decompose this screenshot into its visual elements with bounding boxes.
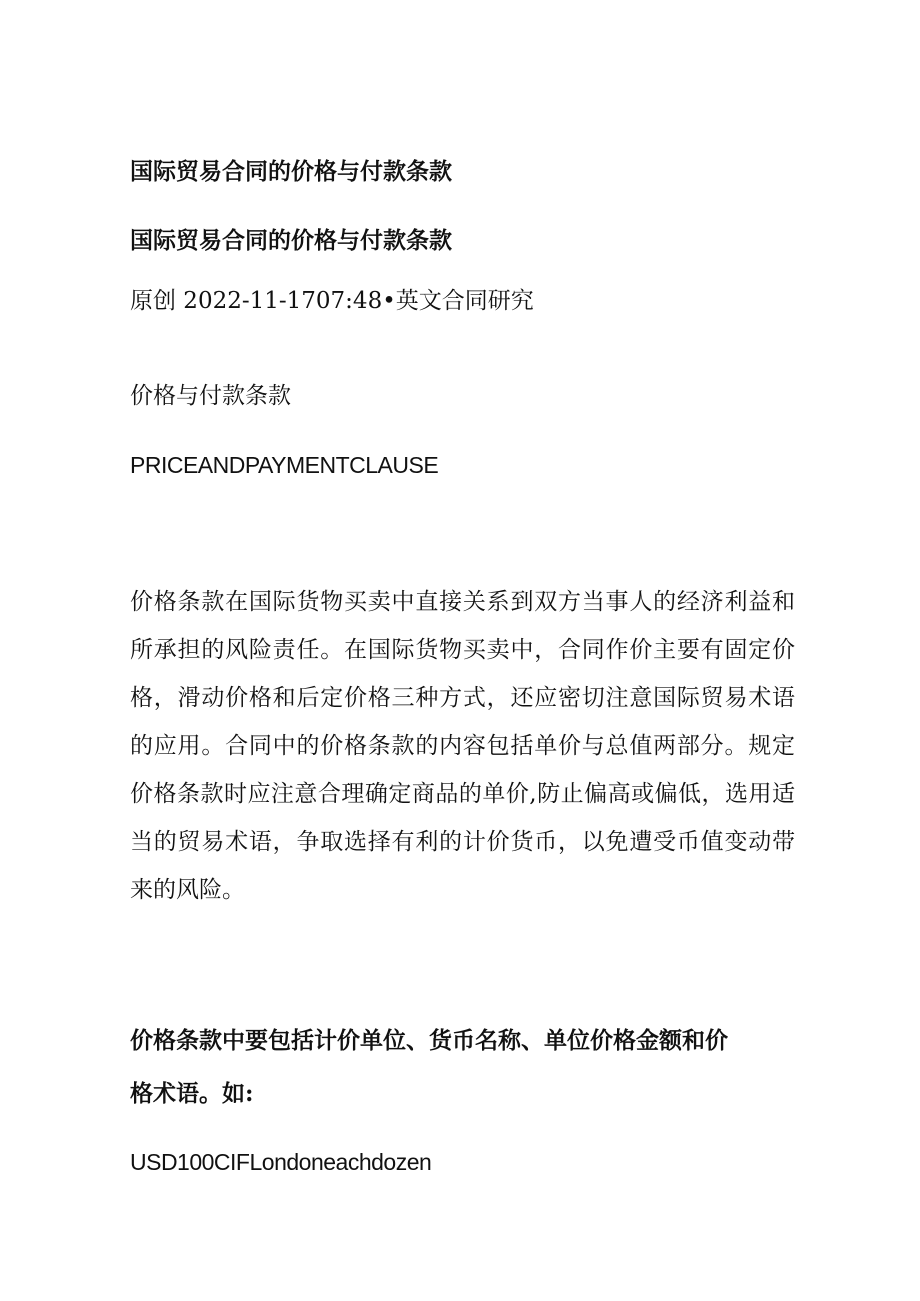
section-heading-en: PRICEANDPAYMENTCLAUSE (130, 452, 439, 478)
document-meta: 原创 2022-11-1707:48•英文合同研究 (130, 288, 534, 314)
price-example: USD100CIFLondoneachdozen (130, 1149, 432, 1175)
price-clause-paragraph: 价格条款在国际货物买卖中直接关系到双方当事人的经济利益和所承担的风险责任。在国际货物买卖中，合同作价主要有固定价格，滑动价格和后定价格三种方式，还应密切注意国际贸易术语的应用。合同中的价格条款的内容包括单价与总值两部分。规定价格条款时应注意合理确定商品的单价,防止偏高或偏低，选用适当的贸易术语，争取选择有利的计价货币，以免遭受币值变动带来的风险。 (130, 589, 795, 903)
document-title: 国际贸易合同的价格与付款条款 (130, 158, 452, 185)
price-clause-requirements: 价格条款中要包括计价单位、货币名称、单位价格金额和价格术语。如: (130, 1027, 728, 1107)
section-heading-cn: 价格与付款条款 (130, 383, 291, 409)
document-subtitle: 国际贸易合同的价格与付款条款 (130, 227, 452, 254)
